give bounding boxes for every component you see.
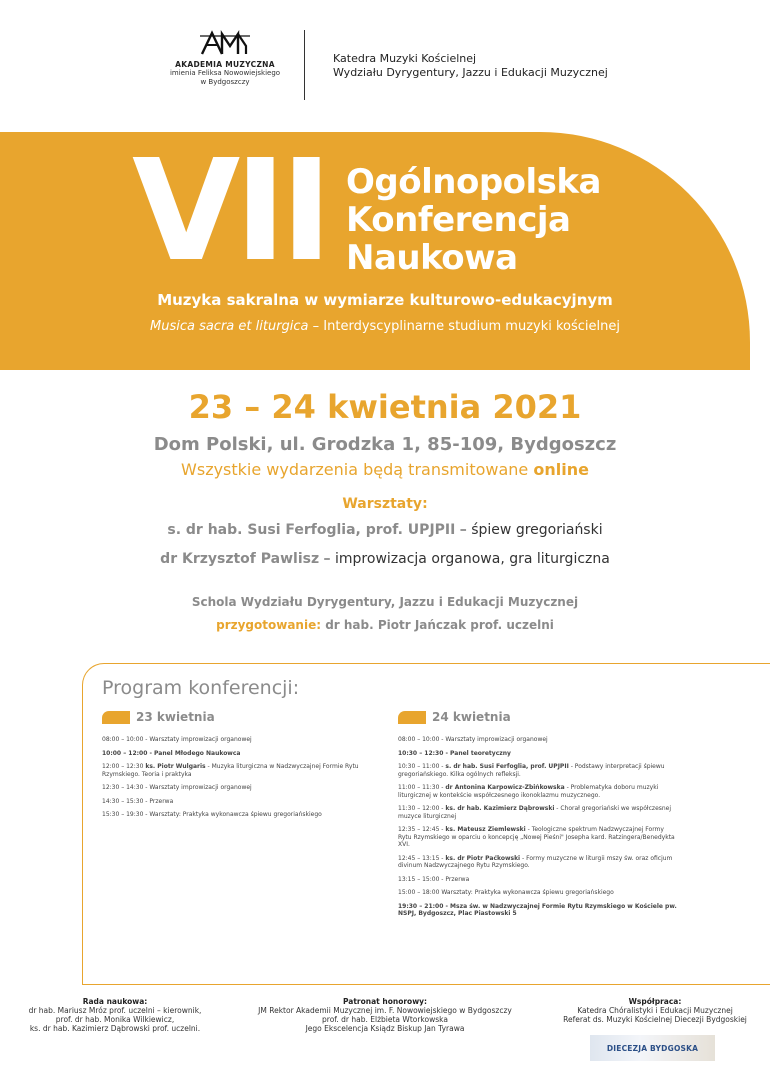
program-event — [102, 750, 387, 758]
cooperation-heading: Współpraca: — [628, 997, 682, 1006]
patron: Jego Ekscelencja Ksiądz Biskup Jan Tyrawa — [305, 1024, 465, 1033]
event-time: 15:30 – 19:30 - — [102, 811, 148, 818]
event-time: 12:30 – 14:30 - — [102, 784, 148, 791]
event-speaker: dr Antonina Karpowicz-Zbińkowska — [445, 784, 565, 791]
preparation-label: przygotowanie: — [216, 618, 322, 632]
academy-sub-1: imienia Feliksa Nowowiejskiego — [169, 69, 281, 77]
online-word: online — [533, 460, 589, 479]
workshop-1-topic: – śpiew gregoriański — [455, 522, 603, 538]
program-event — [398, 889, 678, 897]
day-2-label: 24 kwietnia — [432, 710, 511, 724]
program-event — [398, 876, 678, 884]
day-pill-icon — [102, 711, 130, 724]
event-time: 10:00 – 12:00 - — [102, 749, 152, 757]
day-1-header — [102, 708, 387, 726]
event-time: 19:30 – 21:00 - — [398, 902, 448, 910]
department — [333, 52, 608, 80]
workshop-1-leader: s. dr hab. Susi Ferfoglia, prof. UPJPII — [167, 522, 456, 538]
event-speaker: s. dr hab. Susi Ferfoglia, prof. UPJPII — [445, 763, 569, 770]
program-event — [102, 784, 387, 792]
workshop-2-topic: – improwizacja organowa, gra liturgiczna — [319, 551, 610, 567]
program-event — [398, 784, 678, 799]
conference-subtitle-2 — [0, 319, 770, 334]
workshop-2 — [0, 551, 770, 567]
academy-logo — [150, 30, 300, 87]
event-description: - Problematyka doboru muzyki liturgicznej w kontekście współczesnego ikonoklazmu muzycznego. — [398, 784, 659, 799]
honorary-patronage — [255, 997, 515, 1033]
day-2-events — [398, 736, 678, 918]
event-description: Przerwa — [147, 797, 174, 805]
academy-name: AKADEMIA MUZYCZNA — [175, 60, 275, 69]
department-line-2: Wydziału Dyrygentury, Jazzu i Edukacji Muzycznej — [333, 66, 608, 79]
program-title: Program konferencji: — [102, 677, 300, 699]
event-time: 10:30 – 12:30 - — [398, 749, 448, 757]
program-event — [102, 736, 387, 744]
event-description: Przerwa — [443, 875, 470, 883]
conference-venue: Dom Polski, ul. Grodzka 1, 85-109, Bydgoszcz — [153, 434, 617, 455]
event-description: - Muzyka liturgiczna w Nadzwyczajnej Formie Rytu Rzymskiego. Teoria i praktyka — [102, 763, 359, 778]
event-description: - Formy muzyczne w liturgii mszy św. oraz oficjum divinum Nadzwyczajnego Rytu Rzymskiego. — [398, 854, 673, 869]
workshop-2-leader: dr Krzysztof Pawlisz — [160, 551, 320, 567]
program-event — [398, 805, 678, 820]
day-pill-icon — [398, 711, 426, 724]
event-description: Warsztaty improwizacji organowej — [147, 784, 252, 791]
event-time: 11:30 – 12:00 - — [398, 805, 444, 812]
program-event — [398, 903, 678, 918]
council-heading: Rada naukowa: — [82, 997, 148, 1006]
program-event — [398, 750, 678, 758]
event-time: 12:35 – 12:45 - — [398, 826, 444, 833]
program-event — [102, 763, 387, 778]
event-description: Warsztaty: Praktyka wykonawcza śpiewu gregoriańskiego — [439, 889, 614, 896]
preparation-line — [0, 618, 770, 632]
header — [0, 0, 770, 120]
council-member: dr hab. Mariusz Mróz prof. uczelni – kierownik, — [28, 1006, 202, 1015]
diocese-logo-text: DIECEZJA BYDGOSKA — [606, 1043, 699, 1053]
subtitle-rest: – Interdyscyplinarne studium muzyki kościelnej — [308, 319, 621, 334]
program-event — [102, 811, 387, 819]
subtitle-latin: Musica sacra et liturgica — [149, 319, 309, 334]
department-line-1: Katedra Muzyki Kościelnej — [333, 52, 477, 65]
event-time: 08:00 – 10:00 - — [398, 736, 444, 743]
event-description: Msza św. w Nadzwyczajnej Formie Rytu Rzymskiego w Kościele pw. NSPJ, Bydgoszcz, Plac Piastowski 5 — [398, 902, 677, 917]
title-line-2: Konferencja — [346, 200, 571, 240]
program-day-1 — [102, 708, 387, 825]
edition-numeral: VII — [132, 130, 327, 293]
council-member: ks. dr hab. Kazimierz Dąbrowski prof. uczelni. — [29, 1024, 201, 1033]
title-line-3: Naukowa — [346, 238, 518, 278]
program-event — [398, 826, 678, 849]
program-event — [398, 855, 678, 870]
event-description: Panel Młodego Naukowca — [151, 749, 241, 757]
program-event — [102, 798, 387, 806]
event-time: 11:00 – 11:30 - — [398, 784, 444, 791]
event-speaker: ks. dr Piotr Paćkowski — [445, 854, 521, 862]
conference-title — [346, 163, 601, 277]
event-description: - Chorał gregoriański we współczesnej muzyce liturgicznej — [398, 805, 672, 820]
workshop-1 — [0, 522, 770, 538]
event-description: - Teologiczne spektrum Nadzwyczajnej Formy Rytu Rzymskiego w oparciu o koncepcję „Nowej Pieśni" Josepha kard. Ratzingera/Benedykta XVI. — [398, 826, 675, 848]
event-speaker: ks. Piotr Wulgaris — [145, 763, 206, 770]
cooperation — [555, 997, 755, 1024]
event-time: 08:00 – 10:00 - — [102, 736, 148, 743]
patronage-heading: Patronat honorowy: — [342, 997, 428, 1006]
academy-sub-2: w Bydgoszczy — [200, 78, 250, 86]
program-event — [398, 763, 678, 778]
event-time: 13:15 – 15:00 - — [398, 875, 444, 883]
day-1-label: 23 kwietnia — [136, 710, 215, 724]
event-speaker: ks. dr hab. Kazimierz Dąbrowski — [445, 805, 555, 812]
event-time: 12:45 – 13:15 - — [398, 854, 444, 862]
event-time: 14:30 – 15:30 - — [102, 797, 148, 805]
event-description: Warsztaty improwizacji organowej — [147, 736, 252, 743]
online-notice — [0, 460, 770, 479]
event-speaker: ks. Mateusz Ziemlewski — [445, 826, 526, 833]
online-prefix: Wszystkie wydarzenia będą transmitowane — [181, 460, 534, 479]
header-divider — [304, 30, 305, 100]
day-1-events — [102, 736, 387, 819]
diocese-logo — [590, 1035, 715, 1061]
title-line-1: Ogólnopolska — [346, 162, 601, 202]
academy-logo-mark-icon — [198, 30, 252, 56]
event-description: Panel teoretyczny — [447, 749, 511, 757]
preparation-name: dr hab. Piotr Jańczak prof. uczelni — [321, 618, 554, 632]
conference-subtitle: Muzyka sakralna w wymiarze kulturowo-edukacyjnym — [157, 291, 613, 309]
event-time: 15:00 – 18:00 — [398, 889, 440, 896]
event-description: - Podstawy interpretacji śpiewu gregoriańskiego. Kilka ogólnych refleksji. — [398, 763, 665, 778]
conference-date: 23 – 24 kwietnia 2021 — [188, 388, 582, 426]
program-day-2 — [398, 708, 678, 924]
day-2-header — [398, 708, 678, 726]
patron: JM Rektor Akademii Muzycznej im. F. Nowowiejskiego w Bydgoszczy — [258, 1006, 512, 1015]
event-description: Warsztaty improwizacji organowej — [443, 736, 548, 743]
program-event — [398, 736, 678, 744]
cooperation-partner: Referat ds. Muzyki Kościelnej Diecezji Bydgoskiej — [563, 1015, 747, 1024]
event-time: 10:30 – 11:00 - — [398, 763, 444, 770]
council-member: prof. dr hab. Monika Wilkiewicz, — [55, 1015, 175, 1024]
workshops-heading: Warsztaty: — [342, 496, 428, 512]
cooperation-partner: Katedra Chóralistyki i Edukacji Muzycznej — [577, 1006, 733, 1015]
event-description: Warsztaty: Praktyka wykonawcza śpiewu gregoriańskiego — [147, 811, 322, 818]
patron: prof. dr hab. Elżbieta Wtorkowska — [322, 1015, 448, 1024]
schola-line: Schola Wydziału Dyrygentury, Jazzu i Edukacji Muzycznej — [191, 595, 579, 609]
event-time: 12:00 – 12:30 — [102, 763, 144, 770]
scientific-council — [20, 997, 210, 1033]
